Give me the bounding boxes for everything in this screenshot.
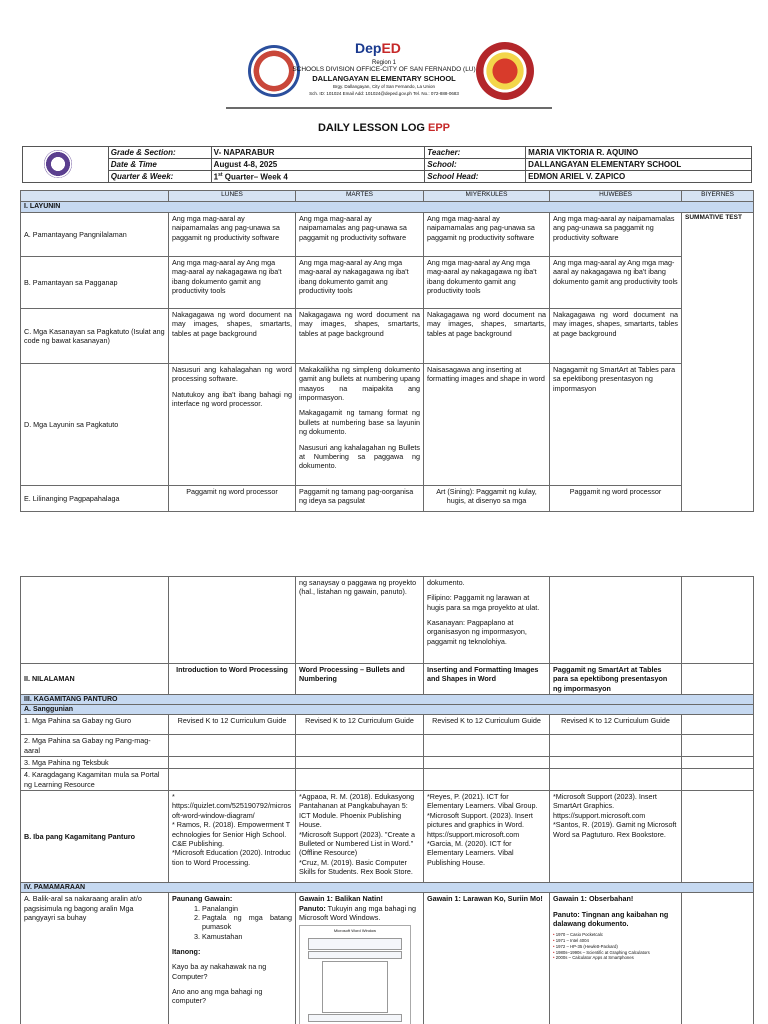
date-value: August 4-8, 2025 bbox=[211, 159, 425, 171]
timeline-entry: • 1980s–1990s – Scientific at Graphing Calculators bbox=[553, 949, 650, 955]
timeline-entry: • 1970 – Casio Pocketcalc bbox=[553, 932, 604, 938]
empty-cell bbox=[550, 756, 682, 768]
header-address: Brgy. Dallangayan, City of San Fernando, La Union bbox=[333, 84, 435, 89]
nilalaman-mon: Introduction to Word Processing bbox=[169, 664, 296, 695]
day-header-wed: MIYERKULES bbox=[424, 191, 550, 202]
section-layunin: I. LAYUNIN bbox=[21, 202, 754, 213]
deped-logo: DepED bbox=[355, 40, 401, 56]
day-header-fri: BIYERNES bbox=[682, 191, 754, 202]
row-label-gabay-guro: 1. Mga Pahina sa Gabay ng Guro bbox=[21, 715, 169, 735]
guro-wed: Revised K to 12 Curriculum Guide bbox=[424, 715, 550, 735]
empty-cell bbox=[682, 756, 754, 768]
empty-cell bbox=[296, 735, 424, 757]
timeline-entry: • 1971 – Intel 4004 bbox=[553, 938, 589, 944]
header-school: DALLANGAYAN ELEMENTARY SCHOOL bbox=[312, 74, 456, 83]
cont-wed-text: Kasanayan: Pagpaplano at organisasyon ng impormasyon, paggamit ng teknolohiya. bbox=[427, 618, 527, 646]
row-label-balik-aral: A. Balik-aral sa nakaraang aralin at/o pagsisimula ng bagong aralin Mga pangyayri sa buhay bbox=[21, 893, 169, 1024]
grade-value: V- NAPARABUR bbox=[211, 147, 425, 159]
page-gap bbox=[0, 528, 768, 576]
empty-cell bbox=[682, 769, 754, 791]
school-label: School: bbox=[425, 159, 526, 171]
wed-activity-heading: Gawain 1: Larawan Ko, Suriin Mo! bbox=[427, 894, 543, 904]
iba-fri bbox=[682, 791, 754, 883]
cell-e-thu: Paggamit ng word processor bbox=[550, 486, 682, 512]
cell-a-mon: Ang mga mag-aaral ay naipamamalas ang pag-unawa sa paggamit ng productivity software bbox=[169, 213, 296, 257]
header-contact: Sch. ID: 101024 Email Add: 101024@deped.gov.ph Tel. No.: 072-888-0683 bbox=[309, 91, 459, 96]
pamamaraan-mon bbox=[169, 893, 296, 1024]
row-label-iba-pang-kagamitan: B. Iba pang Kagamitang Panturo bbox=[21, 791, 169, 883]
calculator-timeline-image bbox=[553, 932, 678, 961]
row-label-mga-kasanayan: C. Mga Kasanayan sa Pagkatuto (Isulat ang code ng bawat kasanayan) bbox=[21, 309, 169, 364]
empty-cell bbox=[169, 756, 296, 768]
iba-tue: *Agpaoa, R. M. (2018). Edukasyong Pantahanan at Pangkabuhayan 5: ICT Module. Phoenix Publishing House. *Microsoft Support (2023). "Create a Bulleted or Numbered List in Word." (Offline Resource) *Cruz, M. (2019). Basic Computer Skills for Students. Rex Book Store. bbox=[296, 791, 424, 883]
pamamaraan-tue bbox=[296, 893, 424, 1024]
list-item: 1. Panalangin bbox=[202, 904, 292, 913]
quarter-value: 1st Quarter– Week 4 bbox=[211, 171, 425, 183]
timeline-entry: • 1972 – HP-35 (Hewlett-Packard) bbox=[553, 943, 618, 949]
cell-d-tue bbox=[296, 364, 424, 486]
diagram-toolbar-shape bbox=[308, 951, 402, 959]
header-divider bbox=[226, 107, 552, 109]
corner-header bbox=[21, 191, 169, 202]
section-sanggunian: A. Sanggunian bbox=[21, 705, 754, 715]
objective-text: Nasusuri ang kahalagahan ng word processing software. bbox=[172, 365, 292, 384]
row-label-karagdagang-kagamitan: 4. Karagdagang Kagamitan mula sa Portal ng Learning Resource bbox=[21, 769, 169, 791]
empty-cell bbox=[296, 756, 424, 768]
cell-fri-summative: SUMMATIVE TEST bbox=[682, 213, 754, 512]
cell-a-tue: Ang mga mag-aaral ay naipamamalas ang pag-unawa sa paggamit ng productivity software bbox=[296, 213, 424, 257]
cont-wed-text: dokumento. bbox=[427, 578, 465, 587]
section-kagamitan: III. KAGAMITANG PANTURO bbox=[21, 695, 754, 705]
header-region: Region 1 bbox=[371, 60, 397, 66]
cell-a-wed: Ang mga mag-aaral ay naipamamalas ang pag-unawa sa paggamit ng productivity software bbox=[424, 213, 550, 257]
pamamaraan-thu bbox=[550, 893, 682, 1024]
guro-fri bbox=[682, 715, 754, 735]
cell-c-mon: Nakagagawa ng word document na may images, shapes, smartarts, tables at page background bbox=[169, 309, 296, 364]
school-head-value: EDMON ARIEL V. ZAPICO bbox=[526, 171, 752, 183]
cont-thu bbox=[550, 577, 682, 664]
cell-e-wed: Art (Sining): Paggamit ng kulay, hugis, at disenyo sa mga bbox=[424, 486, 550, 512]
lesson-plan-table-page1 bbox=[20, 190, 754, 512]
guro-thu: Revised K to 12 Curriculum Guide bbox=[550, 715, 682, 735]
quarter-label: Quarter & Week: bbox=[108, 171, 211, 183]
timeline-entry: • 2000s – Calculator Apps at Smartphones bbox=[553, 955, 634, 961]
cont-tue: ng sanaysay o paggawa ng proyekto (hal., listahan ng gawain, panuto). bbox=[296, 577, 424, 664]
row-label-pamantayang-pangnilalaman: A. Pamantayang Pangnilalaman bbox=[21, 213, 169, 257]
list-item: 2. Pagtala ng mga batang pumasok bbox=[202, 913, 292, 932]
diagram-ribbon-shape bbox=[308, 938, 402, 950]
nilalaman-fri bbox=[682, 664, 754, 695]
guro-mon: Revised K to 12 Curriculum Guide bbox=[169, 715, 296, 735]
day-header-thu: HUWEBES bbox=[550, 191, 682, 202]
empty-cell bbox=[550, 735, 682, 757]
empty-cell bbox=[682, 735, 754, 757]
cell-c-thu: Nakagagawa ng word document na may images, shapes, smartarts, tables at page background bbox=[550, 309, 682, 364]
empty-cell bbox=[424, 735, 550, 757]
cell-e-mon: Paggamit ng word processor bbox=[169, 486, 296, 512]
lesson-plan-table-page2 bbox=[20, 576, 754, 1024]
cell-a-thu: Ang mga mag-aaral ay naipamamalas ang pag-unawa sa paggamit ng productivity software bbox=[550, 213, 682, 257]
cell-d-wed: Naisasagawa ang inserting at formatting images and shape in word bbox=[424, 364, 550, 486]
question-text: Kayo ba ay nakahawak na ng Computer? bbox=[172, 962, 267, 981]
pamamaraan-wed bbox=[424, 893, 550, 1024]
diagram-document-area-shape bbox=[322, 961, 388, 1013]
row-label-lilinanging-pagpapahalaga: E. Lilinanging Pagpapahalaga bbox=[21, 486, 169, 512]
empty-cell bbox=[169, 735, 296, 757]
word-window-diagram-image bbox=[299, 925, 411, 1024]
cont-wed bbox=[424, 577, 550, 664]
section-pamamaraan: IV. PAMAMARAAN bbox=[21, 883, 754, 893]
school-value: DALLANGAYAN ELEMENTARY SCHOOL bbox=[526, 159, 752, 171]
row-label-mga-layunin: D. Mga Layunin sa Pagkatuto bbox=[21, 364, 169, 486]
empty-cell bbox=[550, 769, 682, 791]
objective-text: Nasusuri ang kahalagahan ng Bullets at Numbering sa paggawa ng dokumento. bbox=[299, 442, 420, 471]
diagram-status-bar-shape bbox=[308, 1014, 402, 1022]
question-text: Ano ano ang mga bahagi ng computer? bbox=[172, 987, 263, 1006]
cont-mon bbox=[169, 577, 296, 664]
school-head-label: School Head: bbox=[425, 171, 526, 183]
cell-b-mon: Ang mga mag-aaral ay Ang mga mag-aaral ay nakagagawa ng iba't ibang dokumento gamit ang productivity tools bbox=[169, 257, 296, 309]
deped-seal-logo bbox=[44, 150, 72, 178]
nilalaman-thu: Paggamit ng SmartArt at Tables para sa epektibong presentasyon ng impormasyon bbox=[550, 664, 682, 695]
header-division: SCHOOLS DIVISION OFFICE-CITY OF SAN FERNANDO (LU) bbox=[292, 66, 476, 73]
objective-text: Makagagamit ng tamang format ng bullets at numbering base sa layunin ng dokumento. bbox=[299, 408, 420, 437]
list-item: 3. Kamustahan bbox=[202, 932, 292, 941]
iba-mon: * https://quizlet.com/525190792/microsoft-word-window-diagram/ * Ramos, R. (2018). Empowerment Technologies for Senior High School. C&E Publishing. *Microsoft Education (2020). Introduction to Word Processing. bbox=[169, 791, 296, 883]
row-label-gabay-pang-mag-aaral: 2. Mga Pahina sa Gabay ng Pang-mag-aaral bbox=[21, 735, 169, 757]
cell-c-wed: Nakagagawa ng word document na may images, shapes, smartarts, tables at page background bbox=[424, 309, 550, 364]
cont-wed-text: Filipino: Paggamit ng larawan at hugis para sa mga proyekto at ulat. bbox=[427, 593, 540, 612]
day-header-mon: LUNES bbox=[169, 191, 296, 202]
lesson-info-table bbox=[22, 146, 752, 183]
section-nilalaman: II. NILALAMAN bbox=[21, 664, 169, 695]
iba-thu: *Microsoft Support (2023). Insert SmartArt Graphics. https://support.microsoft.com *Santos, R. (2019). Gamit ng Microsoft Word sa Pagtuturo. Rex Bookstore. bbox=[550, 791, 682, 883]
grade-label: Grade & Section: bbox=[108, 147, 211, 159]
diagram-title: Microsoft Word Window bbox=[333, 928, 377, 934]
cell-d-mon bbox=[169, 364, 296, 486]
cont-label-cell bbox=[21, 577, 169, 664]
document-title: DAILY LESSON LOG EPP bbox=[317, 122, 451, 134]
tue-activity-heading: Gawain 1: Balikan Natin! bbox=[299, 894, 383, 904]
teacher-label: Teacher: bbox=[425, 147, 526, 159]
empty-cell bbox=[424, 769, 550, 791]
nilalaman-wed: Inserting and Formatting Images and Shapes in Word bbox=[424, 664, 550, 695]
tue-panuto: Panuto: Tukuyin ang mga bahagi ng Microsoft Word Windows. bbox=[299, 903, 417, 922]
objective-text: Makakalikha ng simpleng dokumento gamit ang bullets at numbering upang maayos na maipakita ang impormasyon. bbox=[299, 365, 420, 403]
row-label-teksbuk: 3. Mga Pahina ng Teksbuk bbox=[21, 756, 169, 768]
cell-d-thu: Nagagamit ng SmartArt at Tables para sa epektibong presentasyon ng impormasyon bbox=[550, 364, 682, 486]
cell-b-thu: Ang mga mag-aaral ay Ang mga mag-aaral ay nakagagawa ng iba't ibang dokumento gamit ang productivity tools bbox=[550, 257, 682, 309]
day-header-tue: MARTES bbox=[296, 191, 424, 202]
empty-cell bbox=[169, 769, 296, 791]
empty-cell bbox=[296, 769, 424, 791]
guro-tue: Revised K to 12 Curriculum Guide bbox=[296, 715, 424, 735]
row-label-pamantayan-sa-pagganap: B. Pamantayan sa Pagganap bbox=[21, 257, 169, 309]
cell-c-tue: Nakagagawa ng word document na may images, shapes, smartarts, tables at page background bbox=[296, 309, 424, 364]
teacher-value: MARIA VIKTORIA R. AQUINO bbox=[526, 147, 752, 159]
cell-b-tue: Ang mga mag-aaral ay Ang mga mag-aaral ay nakagagawa ng iba't ibang dokumento gamit ang productivity tools bbox=[296, 257, 424, 309]
nilalaman-tue: Word Processing – Bullets and Numbering bbox=[296, 664, 424, 695]
cell-b-wed: Ang mga mag-aaral ay Ang mga mag-aaral ay nakagagawa ng iba't ibang dokumento gamit ang productivity tools bbox=[424, 257, 550, 309]
cell-e-tue: Paggamit ng tamang pag-oorganisa ng ideya sa pagsulat bbox=[296, 486, 424, 512]
mon-activity-heading: Paunang Gawain: bbox=[172, 894, 233, 904]
empty-cell bbox=[424, 756, 550, 768]
pamamaraan-fri bbox=[682, 893, 754, 1024]
date-label: Date & Time bbox=[108, 159, 211, 171]
cont-fri bbox=[682, 577, 754, 664]
objective-text: Natutukoy ang iba't ibang bahagi ng interface ng word processor. bbox=[172, 389, 292, 409]
thu-panuto: Panuto: Tingnan ang kaibahan ng dalawang dokumento. bbox=[553, 909, 669, 928]
document-page-2 bbox=[0, 576, 768, 1024]
iba-wed: *Reyes, P. (2021). ICT for Elementary Learners. Vibal Group. *Microsoft Support. (2023). Insert pictures and graphics in Word. https://support.microsoft.com *Garcia, M. (2020). ICT for Elementary Learners. Vibal Publishing House. bbox=[424, 791, 550, 883]
itanong-heading: Itanong: bbox=[172, 946, 201, 956]
thu-activity-heading: Gawain 1: Obserbahan! bbox=[553, 894, 634, 904]
